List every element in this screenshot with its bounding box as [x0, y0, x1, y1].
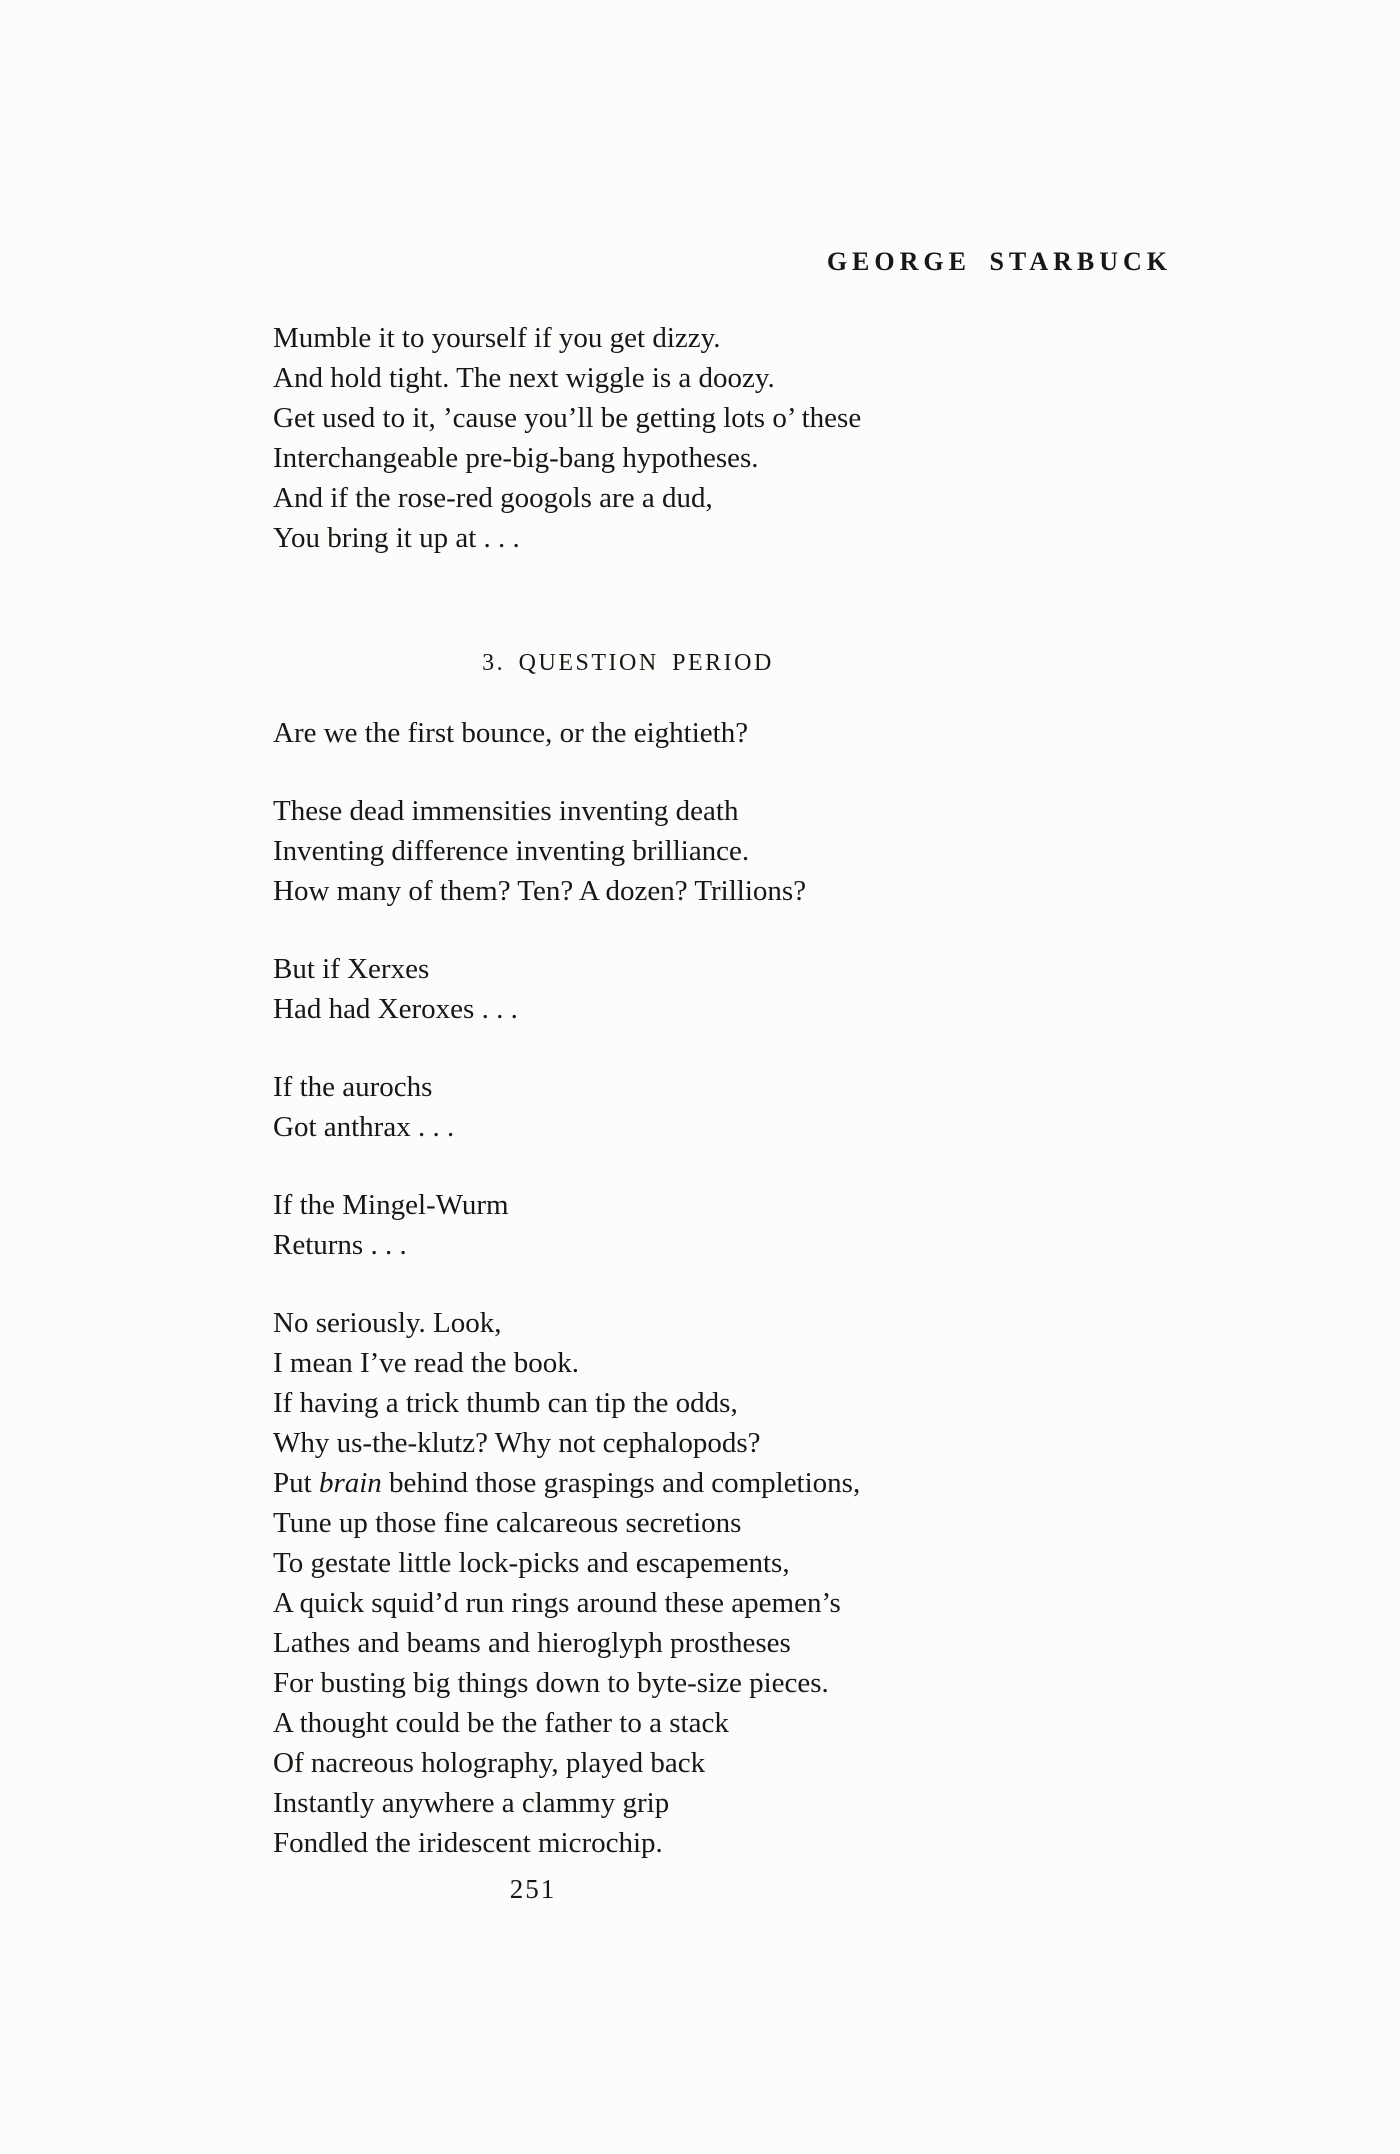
- poem-line: Mumble it to yourself if you get dizzy.: [273, 322, 721, 354]
- poem-line: Are we the first bounce, or the eightieth?: [273, 717, 749, 749]
- poem-line: I mean I’ve read the book.: [273, 1347, 579, 1379]
- poem-line: Lathes and beams and hieroglyph prostheses: [273, 1627, 791, 1659]
- poem-line: And hold tight. The next wiggle is a doozy.: [273, 362, 775, 394]
- stanza-no-seriously: [273, 1303, 983, 1863]
- poem-line: A thought could be the father to a stack: [273, 1707, 729, 1739]
- poem-line: Interchangeable pre-big-bang hypotheses.: [273, 442, 759, 474]
- poem-line: Of nacreous holography, played back: [273, 1747, 706, 1779]
- poem-line: But if Xerxes: [273, 953, 430, 985]
- poem-line-segment: Put: [273, 1467, 312, 1499]
- poem-line: Returns . . .: [273, 1229, 407, 1261]
- poem-line: And if the rose-red googols are a dud,: [273, 482, 713, 514]
- stanza-dead-immensities: [273, 791, 983, 911]
- poem-line: Had had Xeroxes . . .: [273, 993, 518, 1025]
- poem-line: Instantly anywhere a clammy grip: [273, 1787, 670, 1819]
- poem-line: You bring it up at . . .: [273, 522, 520, 554]
- poem-line: For busting big things down to byte-size pieces.: [273, 1667, 829, 1699]
- poem-line: Tune up those fine calcareous secretions: [273, 1507, 742, 1539]
- poem-line-segment: behind those graspings and completions,: [389, 1467, 861, 1499]
- poem-line: Why us-the-klutz? Why not cephalopods?: [273, 1427, 761, 1459]
- section-heading: 3. QUESTION PERIOD: [482, 650, 774, 676]
- poem-line: Inventing difference inventing brilliance.: [273, 835, 750, 867]
- poem-body: [273, 318, 983, 1863]
- stanza-xerxes: [273, 949, 983, 1029]
- poem-line: To gestate little lock-picks and escapements,: [273, 1547, 790, 1579]
- running-header: GEORGE STARBUCK: [826, 247, 1172, 276]
- poem-line: No seriously. Look,: [273, 1307, 502, 1339]
- stanza-continuation: [273, 318, 983, 558]
- poem-line: These dead immensities inventing death: [273, 795, 739, 827]
- poem-line: Fondled the iridescent microchip.: [273, 1827, 663, 1859]
- italic-word: brain: [318, 1467, 382, 1499]
- stanza-aurochs: [273, 1067, 983, 1147]
- stanza-first-bounce: [273, 713, 983, 753]
- page-number: 251: [509, 1874, 557, 1904]
- poem-line: A quick squid’d run rings around these apemen’s: [273, 1587, 841, 1619]
- poem-line-with-italic: [273, 1463, 983, 1503]
- stanza-mingel-wurm: [273, 1185, 983, 1265]
- poem-line: Got anthrax . . .: [273, 1111, 455, 1143]
- poem-line: Get used to it, ’cause you’ll be getting lots o’ these: [273, 402, 862, 434]
- poem-line: If having a trick thumb can tip the odds,: [273, 1387, 738, 1419]
- poem-line: If the Mingel-Wurm: [273, 1189, 509, 1221]
- poem-line: If the aurochs: [273, 1071, 433, 1103]
- poem-line: How many of them? Ten? A dozen? Trillions?: [273, 875, 807, 907]
